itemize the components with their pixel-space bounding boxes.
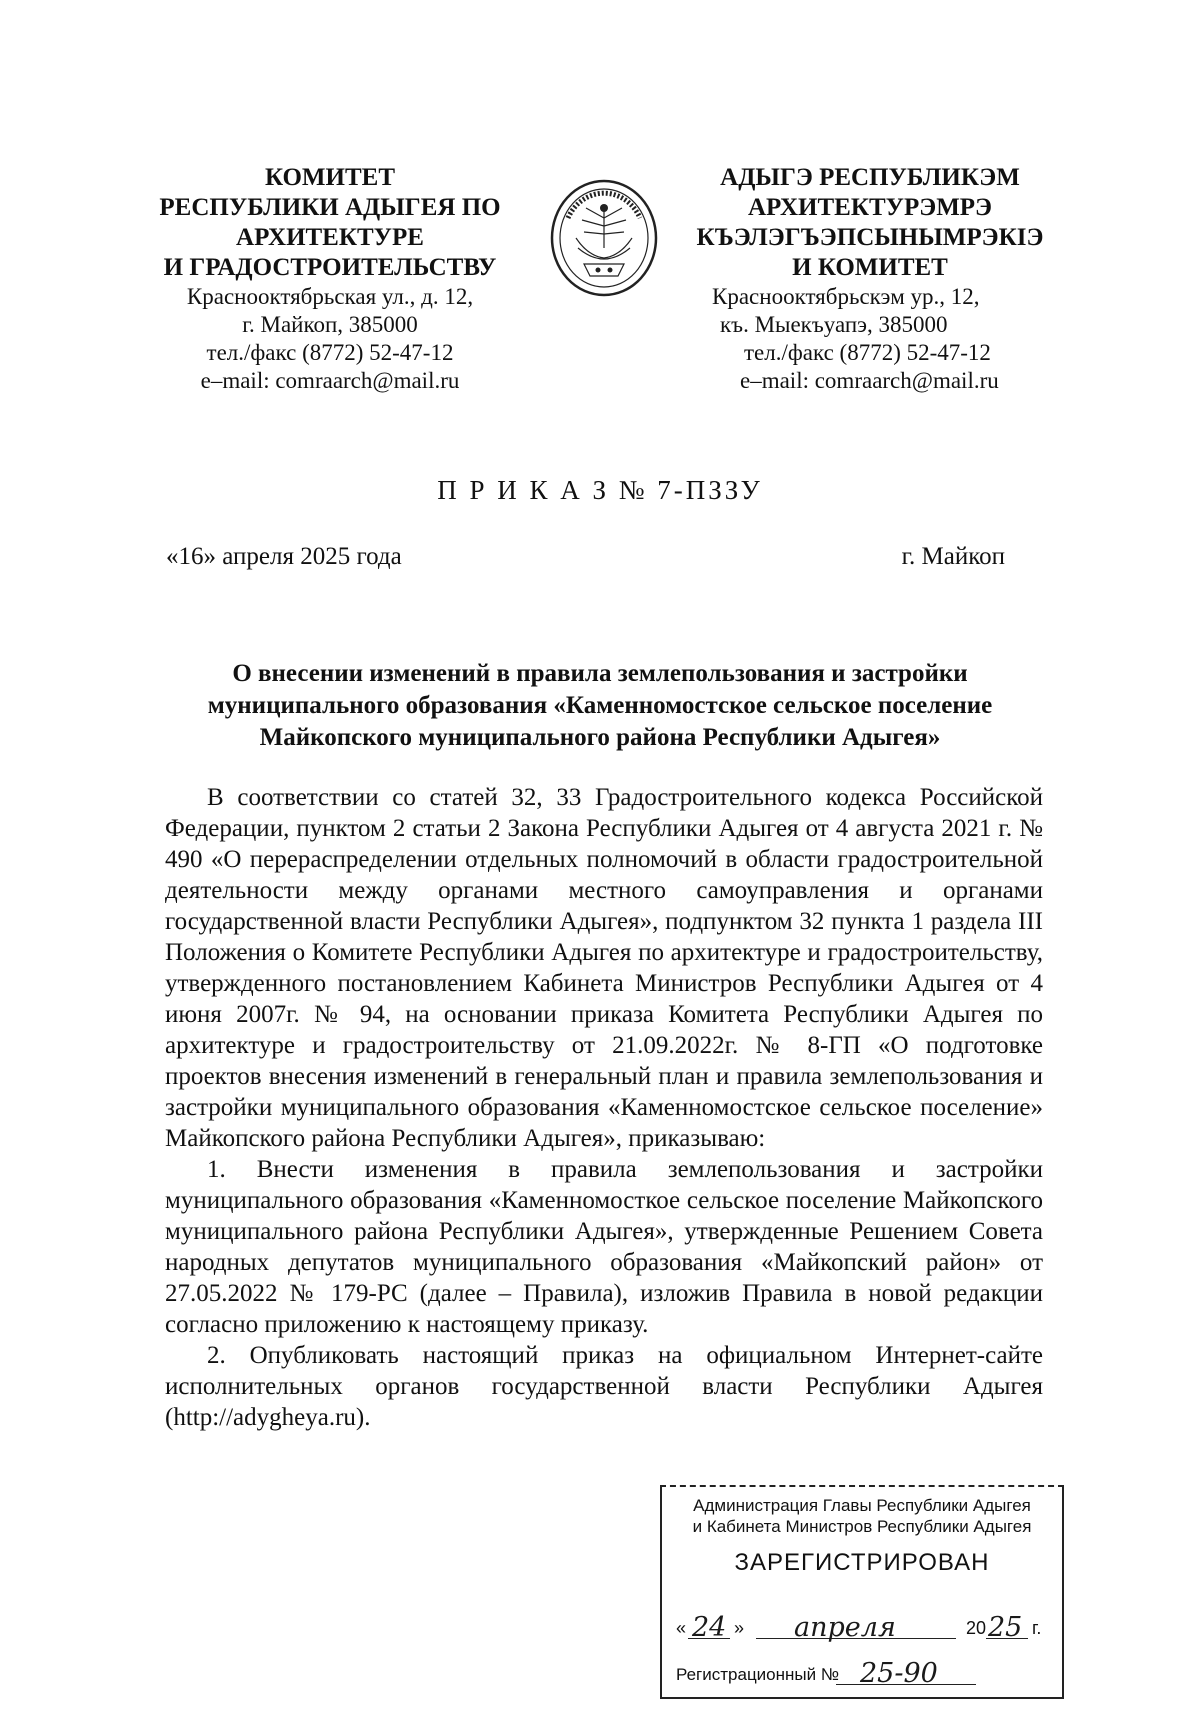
order-date: «16» апреля 2025 года bbox=[166, 543, 402, 570]
header-right-address-1: Краснооктябрьскэм ур., 12, bbox=[712, 284, 980, 309]
header-left-address-1: Краснооктябрьская ул., д. 12, bbox=[186, 284, 474, 309]
stamp-day: 24 bbox=[692, 1612, 727, 1643]
header-left-title-2: РЕСПУБЛИКИ АДЫГЕЯ ПО bbox=[159, 194, 501, 221]
body-paragraph-item-1: 1. Внести изменения в правила землепользования и застройки муниципального образования «Каменномосткое сельское поселение Майкопского муниципального района Республики Адыгея», утвержденные Решением Совета народных депутатов муниципального образования «Майкопский район» от 27.05.2022 № 179-РС (далее – Правила), изложив Правила в новой редакции согласно приложению к настоящему приказу. bbox=[165, 1156, 1043, 1338]
body-paragraph-item-2: 2. Опубликовать настоящий приказ на официальном Интернет-сайте исполнительных органов государственной власти Республики Адыгея (http://adygheya.ru). bbox=[165, 1342, 1043, 1431]
header-left-phone: тел./факс (8772) 52-47-12 bbox=[206, 340, 454, 365]
order-subject bbox=[150, 658, 1050, 754]
stamp-org-line-2: и Кабинета Министров Республики Адыгея bbox=[692, 1517, 1032, 1536]
stamp-month: апреля bbox=[794, 1612, 896, 1643]
order-title: П Р И К А З № 7-ПЗЗУ bbox=[437, 475, 763, 505]
stamp-organization bbox=[662, 1495, 1062, 1537]
order-city: г. Майкоп bbox=[901, 543, 1005, 570]
header-right-email: e–mail: comraarch@mail.ru bbox=[740, 368, 999, 393]
header-left-email: e–mail: comraarch@mail.ru bbox=[200, 368, 460, 393]
header-right-title-2: АРХИТЕКТУРЭМРЭ bbox=[747, 194, 993, 221]
subject-line-2: муниципального образования «Каменномостское сельское поселение bbox=[207, 692, 993, 719]
stamp-close-quote: » bbox=[734, 1618, 745, 1638]
coat-of-arms-emblem-icon bbox=[548, 178, 660, 298]
stamp-reg-label: Регистрационный № bbox=[676, 1665, 840, 1684]
stamp-year-unit: г. bbox=[1032, 1618, 1042, 1638]
stamp-year-suffix: 25 bbox=[988, 1612, 1023, 1643]
stamp-org-line-1: Администрация Главы Республики Адыгея bbox=[693, 1496, 1031, 1515]
stamp-status: ЗАРЕГИСТРИРОВАН bbox=[734, 1549, 990, 1576]
stamp-date-row bbox=[676, 1605, 1052, 1645]
header-left-address-2: г. Майкоп, 385000 bbox=[242, 312, 418, 337]
stamp-open-quote: « bbox=[676, 1618, 687, 1638]
subject-line-3: Майкопского муниципального района Республики Адыгея» bbox=[259, 724, 941, 751]
stamp-year-prefix: 20 bbox=[966, 1618, 987, 1638]
subject-line-1: О внесении изменений в правила землепользования и застройки bbox=[232, 660, 968, 687]
header-right-title-4: И КОМИТЕТ bbox=[792, 254, 948, 281]
stamp-reg-number: 25-90 bbox=[860, 1658, 938, 1689]
body-paragraph-preamble: В соответствии со статей 32, 33 Градостроительного кодекса Российской Федерации, пунктом 2 статьи 2 Закона Республики Адыгея от 4 августа 2021 г. № 490 «О перераспределении отдельных полномочий в области градостроительной деятельности между органами местного самоуправления и органами государственной власти Республики Адыгея», подпунктом 32 пункта 1 раздела III Положения о Комитете Республики Адыгея по архитектуре и градостроительству, утвержденного постановлением Кабинета Министров Республики Адыгея от 4 июня 2007г. № 94, на основании приказа Комитета Республики Адыгея по архитектуре и градостроительству от 21.09.2022г. № 8-ГП «О подготовке проектов внесения изменений в генеральный план и правила землепользования и застройки муниципального образования «Каменномостское сельское поселение» Майкопского района Республики Адыгея», приказываю: bbox=[165, 784, 1043, 1152]
header-right-title-3: КЪЭЛЭГЪЭПСЫНЫМРЭКIЭ bbox=[696, 224, 1044, 251]
header-left-title-1: КОМИТЕТ bbox=[264, 164, 396, 191]
header-left-title-4: И ГРАДОСТРОИТЕЛЬСТВУ bbox=[163, 254, 497, 281]
header-right bbox=[680, 163, 1060, 395]
stamp-number-row bbox=[676, 1655, 1052, 1691]
header-right-phone: тел./факс (8772) 52-47-12 bbox=[744, 340, 991, 365]
header-left-title-3: АРХИТЕКТУРЕ bbox=[236, 224, 424, 251]
header-left bbox=[150, 163, 510, 395]
order-body bbox=[165, 782, 1043, 1433]
header-right-address-2: къ. Мыекъуапэ, 385000 bbox=[720, 312, 948, 337]
header-right-title-1: АДЫГЭ РЕСПУБЛИКЭМ bbox=[720, 164, 1020, 191]
registration-stamp bbox=[660, 1485, 1064, 1699]
